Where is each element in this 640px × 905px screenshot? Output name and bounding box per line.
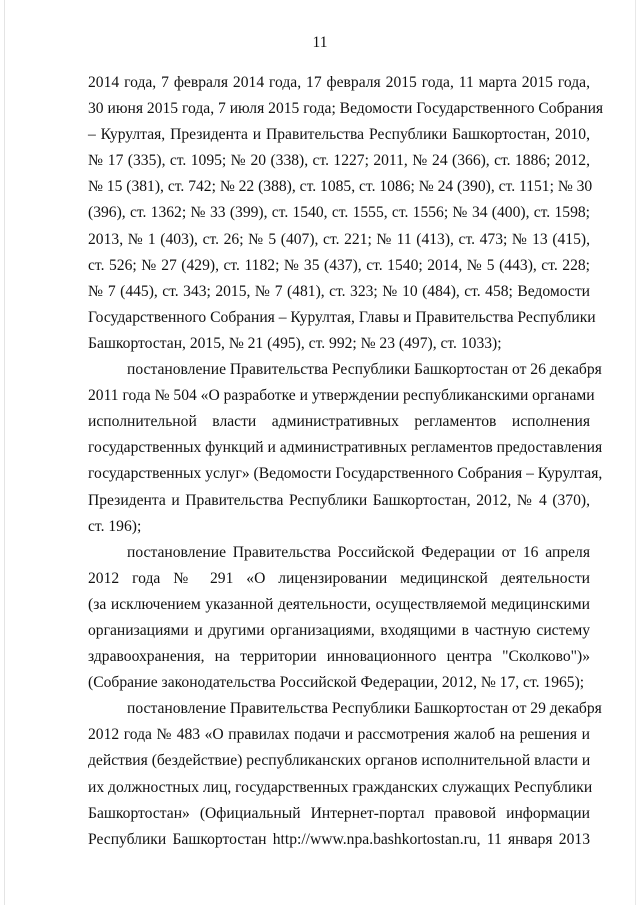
text-line: ст. 196); (88, 517, 142, 535)
paragraph-resolution-483 (88, 696, 602, 853)
text-line: 2012 года № 291 «О лицензировании медицинской деятельности (88, 569, 590, 587)
text-line: постановление Правительства Республики Башкортостан от 26 декабря (127, 361, 602, 379)
text-line: Президента и Правительства Республики Башкортостан, 2012, № 4 (370), (88, 491, 590, 509)
text-line: 2013, № 1 (403), ст. 26; № 5 (407), ст. 221; № 11 (413), ст. 473; № 13 (415), (88, 230, 590, 248)
text-line: постановление Правительства Республики Башкортостан от 29 декабря (127, 700, 602, 718)
page-edge-left (4, 0, 5, 905)
text-line: № 7 (445), ст. 343; 2015, № 7 (481), ст. 323; № 10 (484), ст. 458; Ведомости (88, 282, 590, 300)
text-line: исполнительной власти административных регламентов исполнения (88, 413, 590, 431)
text-line: Башкортостан, 2015, № 21 (495), ст. 992; № 23 (497), ст. 1033); (88, 334, 502, 352)
text-line: (396), ст. 1362; № 33 (399), ст. 1540, ст. 1555, ст. 1556; № 34 (400), ст. 1598; (88, 204, 590, 222)
paragraph-legal-sources-continued (88, 70, 604, 357)
text-line: государственных услуг» (Ведомости Государственного Собрания – Курултая, (88, 465, 603, 483)
page-edge-right (635, 0, 636, 905)
text-line: № 17 (335), ст. 1095; № 20 (338), ст. 1227; 2011, № 24 (366), ст. 1886; 2012, (88, 152, 590, 170)
text-line: (Собрание законодательства Российской Федерации, 2012, № 17, ст. 1965); (88, 674, 585, 692)
text-line: Государственного Собрания – Курултая, Главы и Правительства Республики (88, 308, 596, 326)
text-line: Башкортостан» (Официальный Интернет-портал правовой информации (88, 804, 590, 822)
text-line: государственных функций и административных регламентов предоставления (88, 439, 603, 457)
text-line: постановление Правительства Российской Федерации от 16 апреля (127, 543, 590, 561)
text-line: действия (бездействие) республиканских органов исполнительной власти и (88, 752, 591, 770)
paragraph-resolution-291 (88, 540, 590, 697)
text-line: их должностных лиц, государственных гражданских служащих Республики (88, 778, 593, 796)
page-number: 11 (312, 34, 328, 51)
text-line: – Курултая, Президента и Правительства Республики Башкортостан, 2010, (88, 126, 590, 144)
text-line: (за исключением указанной деятельности, осуществляемой медицинскими (88, 595, 590, 613)
text-line: 2012 года № 483 «О правилах подачи и рассмотрения жалоб на решения и (88, 726, 590, 744)
text-line: организациями и другими организациями, входящими в частную систему (88, 621, 590, 639)
text-line: 2014 года, 7 февраля 2014 года, 17 февраля 2015 года, 11 марта 2015 года, (88, 74, 590, 91)
text-line: 30 июня 2015 года, 7 июля 2015 года; Ведомости Государственного Собрания (88, 100, 604, 118)
document-body (88, 70, 604, 853)
text-line: 2011 года № 504 «О разработке и утверждении республиканскими органами (88, 387, 595, 405)
paragraph-resolution-504 (88, 357, 603, 540)
text-line: Республики Башкортостан http://www.npa.bashkortostan.ru, 11 января 2013 (88, 830, 590, 848)
text-line: ст. 526; № 27 (429), ст. 1182; № 35 (437), ст. 1540; 2014, № 5 (443), ст. 228; (88, 256, 590, 274)
text-line: № 15 (381), ст. 742; № 22 (388), ст. 1085, ст. 1086; № 24 (390), ст. 1151; № 30 (88, 178, 593, 196)
text-line: здравоохранения, на территории инновационного центра "Сколково")» (88, 648, 590, 666)
